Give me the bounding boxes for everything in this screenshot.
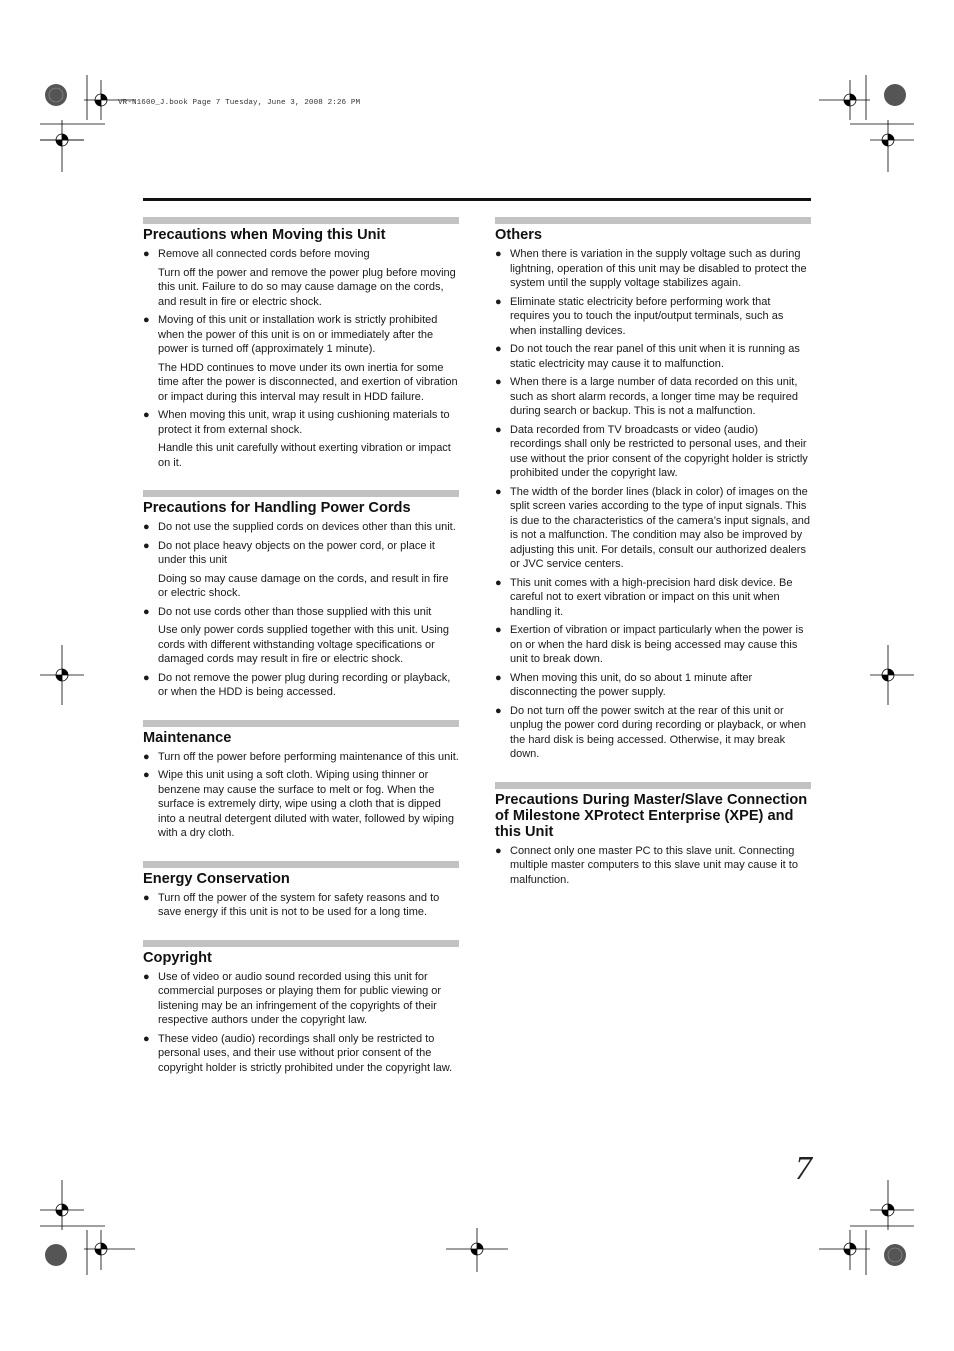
list-item-text: Do not turn off the power switch at the rear of this unit or unplug the power cord during recording or playback, or when the hard disk is being accessed. Otherwise, it may break down. [510, 704, 806, 760]
list-item-text: Moving of this unit or installation work is strictly prohibited when the power of this unit is on or immediately after the power is turned off (approximately 1 minute). [158, 314, 438, 355]
section-title: Energy Conservation [143, 870, 290, 887]
page-number: 7 [795, 1150, 812, 1187]
list-item-text: When moving this unit, do so about 1 minute after disconnecting the power supply. [510, 671, 753, 698]
section-precautions-during-master-slave-connecti [495, 782, 811, 888]
bullet-icon: ● [143, 314, 150, 326]
list-item-text: Turn off the power before performing maintenance of this unit. [158, 750, 459, 763]
section-energy-conservation [143, 861, 459, 920]
list-item-text: Wipe this unit using a soft cloth. Wiping using thinner or benzene may cause the surface to melt or fog. When the surface is extremely dirty, wipe using a cloth that is dipped into a neutral detergent diluted with water, followed by wiping with a dry cloth. [158, 769, 454, 839]
bullet-icon: ● [143, 605, 150, 618]
section-title: Maintenance [143, 729, 232, 746]
list-item-note: The HDD continues to move under its own inertia for some time after the power is disconnected, and exertion of vibration or impact during this interval may result in HDD failure. [158, 361, 458, 403]
section-divider-bar [143, 720, 459, 727]
bullet-icon: ● [143, 970, 150, 983]
list-item [143, 1032, 459, 1076]
list-item-text: When there is variation in the supply voltage such as during lightning, operation of this unit may be disabled to protect the system until the supply voltage stabilizes again. [510, 248, 807, 289]
list-item [143, 539, 459, 601]
list-item-text: Do not place heavy objects on the power cord, or place it under this unit [158, 539, 435, 566]
bullet-icon: ● [495, 671, 502, 684]
list-item [143, 313, 459, 404]
bullet-icon: ● [495, 704, 502, 717]
bullet-icon: ● [143, 248, 150, 260]
bullet-icon: ● [143, 769, 150, 781]
list-item-text: Remove all connected cords before moving [158, 248, 370, 260]
list-item [495, 423, 811, 481]
section-precautions-for-handling-power-cords [143, 490, 459, 700]
list-item [495, 704, 811, 762]
list-item [143, 520, 459, 535]
list-item [143, 671, 459, 700]
list-item-text: Connect only one master PC to this slave unit. Connecting multiple master computers to this slave unit may cause it to malfunction. [510, 844, 798, 886]
bullet-icon: ● [143, 891, 150, 904]
bullet-icon: ● [495, 624, 502, 636]
section-title: Others [495, 227, 543, 243]
bullet-icon: ● [495, 485, 502, 498]
list-item-text: Do not use cords other than those supplied with this unit [158, 605, 432, 618]
section-title: Precautions for Handling Power Cords [143, 500, 411, 516]
list-item-text: The width of the border lines (black in color) of images on the split screen varies according to the type of input signals. This is due to the characteristics of the camera’s input signals, and is not a malfunction. The condition may also be improved by adjusting this unit. For details, consult our authorized dealers or JVC service centers. [510, 485, 811, 570]
list-item-text: Data recorded from TV broadcasts or video (audio) recordings shall only be restricted to personal uses, and their use without the prior consent of the copyright holder is strictly prohibited under the copyright law. [510, 423, 808, 479]
bullet-icon: ● [495, 423, 502, 436]
list-item [495, 844, 811, 888]
list-item-note: Use only power cords supplied together with this unit. Using cords with different withstanding voltage specifications or damaged cords may result in fire or electric shock. [158, 624, 450, 665]
section-maintenance [143, 720, 459, 841]
list-item-note: Turn off the power and remove the power plug before moving this unit. Failure to do so may cause damage on the cords, and result in fire or electric shock. [158, 266, 456, 308]
section-divider-bar [495, 782, 811, 789]
bullet-icon: ● [495, 343, 502, 355]
bullet-icon: ● [143, 409, 150, 421]
section-divider-bar [143, 861, 459, 868]
list-item [143, 605, 459, 667]
bullet-icon: ● [143, 521, 150, 533]
list-item [143, 970, 459, 1028]
section-title: Precautions when Moving this Unit [143, 227, 386, 243]
list-item [495, 295, 811, 339]
list-item [143, 750, 459, 765]
list-item-text: Do not touch the rear panel of this unit when it is running as static electricity may cause it to malfunction. [510, 343, 800, 370]
bullet-icon: ● [143, 1032, 150, 1045]
list-item-text: This unit comes with a high-precision hard disk device. Be careful not to exert vibration or impact on this unit when handling it. [510, 576, 793, 618]
list-item-text: Exertion of vibration or impact particularly when the power is on or when the hard disk is being accessed may cause this unit to break down. [510, 624, 804, 665]
list-item-note: Handle this unit carefully without exerting vibration or impact on it. [158, 442, 451, 469]
bullet-icon: ● [495, 576, 502, 589]
list-item [495, 375, 811, 419]
list-item [143, 891, 459, 920]
section-divider-bar [495, 217, 811, 224]
bullet-icon: ● [495, 295, 502, 308]
section-copyright [143, 940, 459, 1076]
left-column [143, 217, 459, 1095]
list-item [495, 671, 811, 700]
list-item-text: When there is a large number of data recorded on this unit, such as short alarm records, a longer time may be required during search or backup. This is not a malfunction. [510, 376, 798, 417]
section-divider-bar [143, 940, 459, 947]
list-item [495, 485, 811, 572]
section-divider-bar [143, 217, 459, 224]
print-info-header: VR-N1600_J.book Page 7 Tuesday, June 3, 2008 2:26 PM [118, 99, 361, 107]
list-item-text: Eliminate static electricity before performing work that requires you to touch the input/output terminals, such as when installing devices. [510, 295, 784, 337]
bullet-icon: ● [495, 844, 502, 857]
list-item [143, 408, 459, 470]
bullet-icon: ● [143, 750, 150, 763]
bullet-icon: ● [495, 376, 502, 388]
list-item-text: When moving this unit, wrap it using cushioning materials to protect it from external shock. [158, 409, 450, 436]
section-title: Copyright [143, 949, 212, 966]
section-title: Precautions During Master/Slave Connection of Milestone XProtect Enterprise (XPE) and this Unit [495, 791, 808, 840]
bullet-icon: ● [143, 539, 150, 552]
right-column [495, 217, 811, 907]
list-item-text: Use of video or audio sound recorded using this unit for commercial purposes or playing them for public viewing or listening may be an infringement of the copyrights of their respective authors under the copyright law. [158, 970, 442, 1026]
bullet-icon: ● [495, 248, 502, 260]
list-item [495, 247, 811, 291]
list-item [143, 768, 459, 841]
bullet-icon: ● [143, 671, 150, 684]
list-item-text: Do not remove the power plug during recording or playback, or when the HDD is being accessed. [158, 671, 451, 698]
top-rule [143, 198, 811, 201]
section-divider-bar [143, 490, 459, 497]
list-item [143, 247, 459, 309]
list-item-text: These video (audio) recordings shall only be restricted to personal uses, and their use without prior consent of the copyright holder is strictly prohibited under the copyright law. [158, 1032, 453, 1074]
section-others [495, 217, 811, 762]
list-item-note: Doing so may cause damage on the cords, and result in fire or electric shock. [158, 572, 449, 599]
section-precautions-when-moving-this-unit [143, 217, 459, 470]
list-item [495, 623, 811, 667]
list-item-text: Do not use the supplied cords on devices other than this unit. [158, 521, 456, 533]
list-item-text: Turn off the power of the system for safety reasons and to save energy if this unit is not to be used for a long time. [158, 891, 440, 918]
list-item [495, 342, 811, 371]
list-item [495, 576, 811, 620]
